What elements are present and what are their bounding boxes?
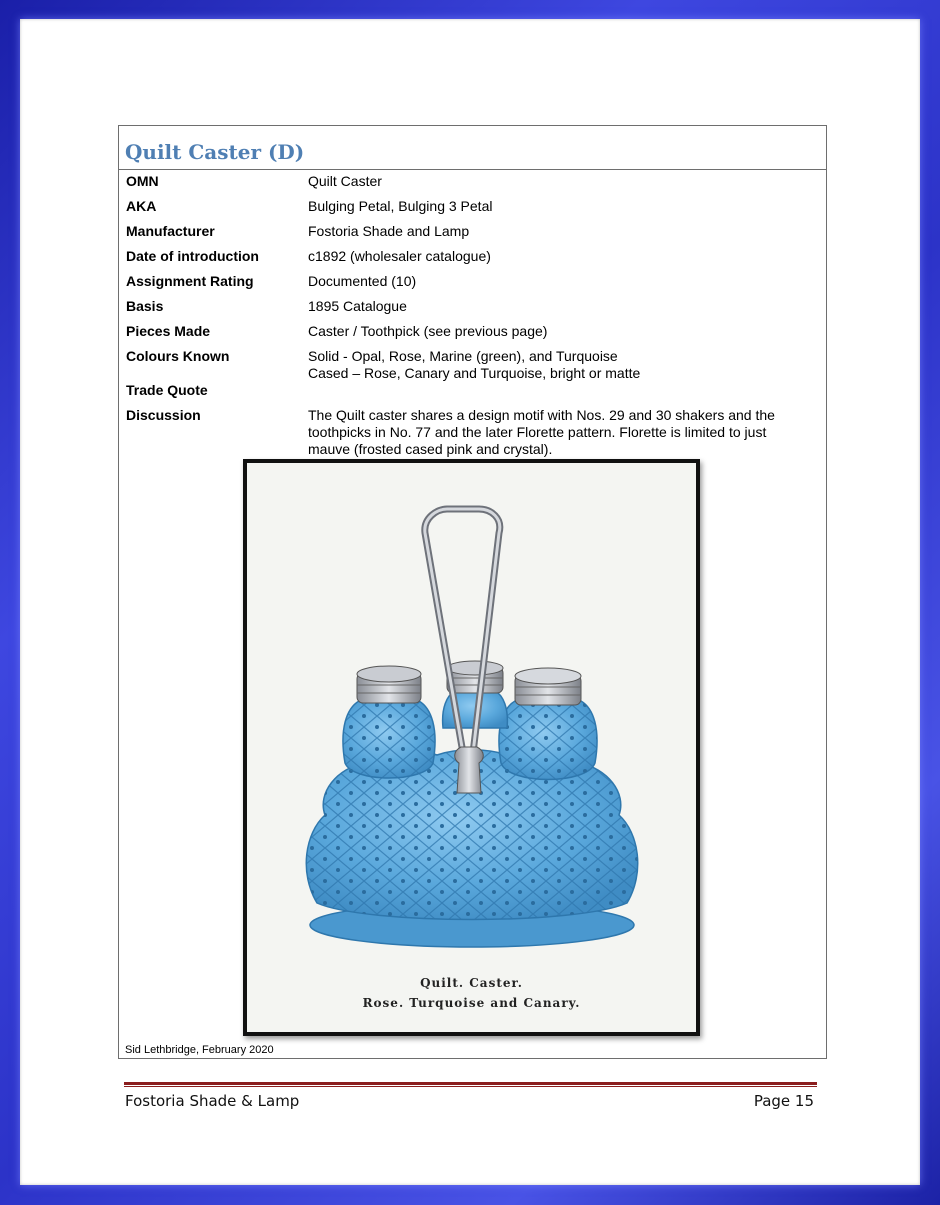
- entry-title: Quilt Caster (D): [125, 140, 305, 164]
- center-lid: [447, 661, 503, 693]
- right-lid: [515, 668, 581, 705]
- footer-publication: Fostoria Shade & Lamp: [125, 1092, 300, 1110]
- field-value: Caster / Toothpick (see previous page): [308, 323, 548, 339]
- field-label: Manufacturer: [126, 223, 215, 239]
- illustration-caption-title: Quilt. Caster.: [420, 976, 523, 990]
- page-number: Page 15: [753, 1092, 814, 1110]
- field-label: Assignment Rating: [126, 273, 254, 289]
- title-divider: [119, 169, 826, 170]
- field-value: 1895 Catalogue: [308, 298, 407, 314]
- left-lid: [357, 666, 421, 703]
- field-value: Bulging Petal, Bulging 3 Petal: [308, 198, 493, 214]
- field-value: Solid - Opal, Rose, Marine (green), and Turquoise: [308, 348, 618, 364]
- field-label: Trade Quote: [126, 382, 208, 398]
- entry-box: [118, 125, 827, 1059]
- handle-post: [455, 747, 484, 793]
- illustration-caption-colors: Rose. Turquoise and Canary.: [362, 996, 581, 1010]
- page: [20, 19, 920, 1185]
- footer-divider-thin: [124, 1086, 817, 1087]
- field-value: c1892 (wholesaler catalogue): [308, 248, 491, 264]
- field-label: OMN: [126, 173, 159, 189]
- field-value: The Quilt caster shares a design motif with Nos. 29 and 30 shakers and the toothpicks in No. 77 and the later Florette pattern. Florette is limited to just mauve (frosted cased pink and crystal).: [308, 407, 775, 457]
- caster-illustration: [243, 459, 700, 1036]
- field-value: Fostoria Shade and Lamp: [308, 223, 470, 239]
- field-label: Date of introduction: [126, 248, 259, 264]
- footer-divider: [124, 1082, 817, 1085]
- quilt-caster-drawing: [247, 463, 696, 1032]
- field-value: Cased – Rose, Canary and Turquoise, bright or matte: [308, 365, 641, 381]
- author-credit: Sid Lethbridge, February 2020: [125, 1044, 274, 1056]
- field-label: Basis: [126, 298, 164, 314]
- field-label: Colours Known: [126, 348, 230, 364]
- field-value: Quilt Caster: [308, 173, 382, 189]
- field-label: Pieces Made: [126, 323, 211, 339]
- field-label: AKA: [126, 198, 157, 214]
- field-value: Documented (10): [308, 273, 417, 289]
- field-label: Discussion: [126, 407, 201, 423]
